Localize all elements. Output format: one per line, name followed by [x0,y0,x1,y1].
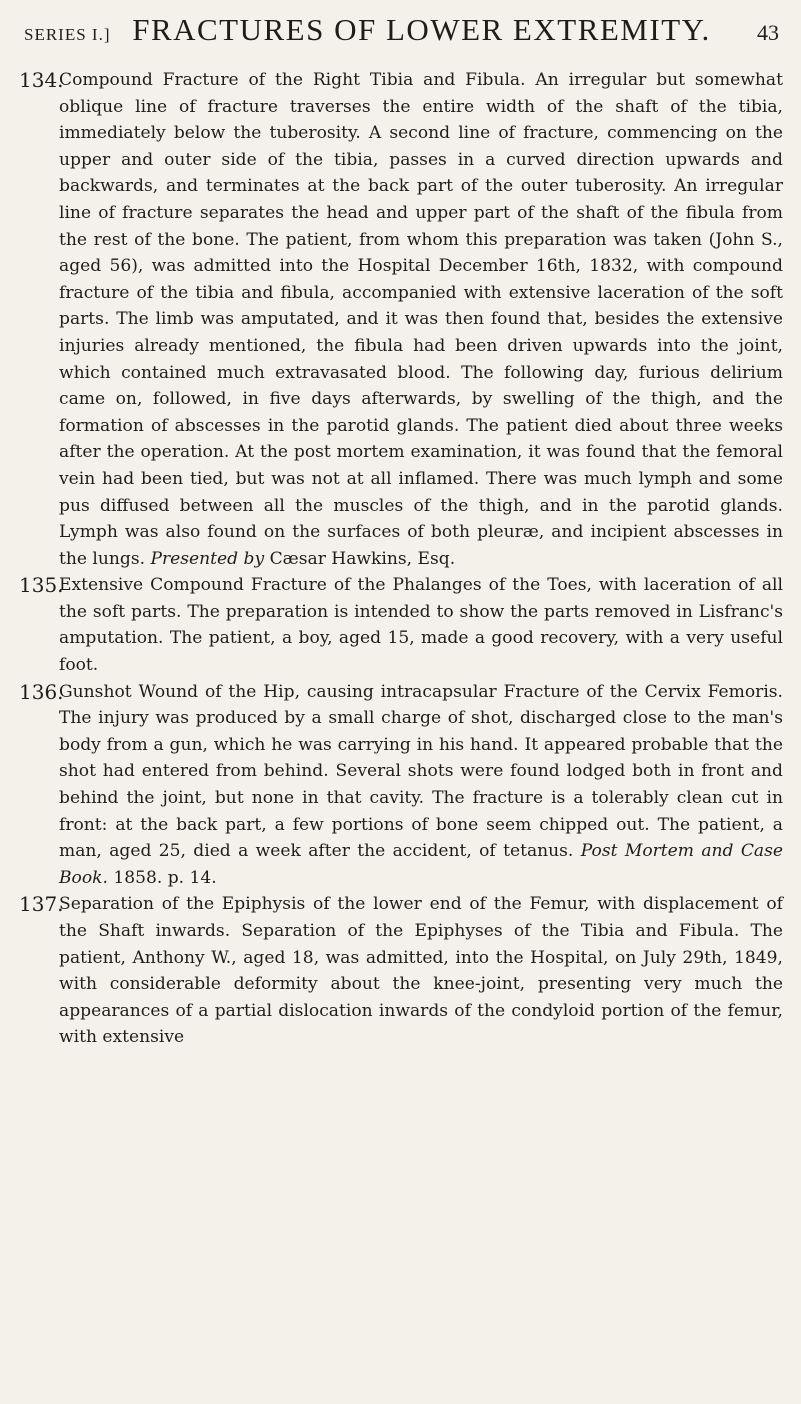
series-label: SERIES I.] [24,25,111,44]
entry-text [59,572,783,678]
entry-body: Extensive Compound Fracture of the Phalanges of the Toes, with laceration of all the soft parts. The preparation is intended to show the parts removed in Lisfranc's amputation. The patient, a boy, aged 15, made a good recovery, with a very useful foot. [59,575,783,676]
catalogue-entry-136 [19,679,783,892]
catalogue-entry-134 [19,67,783,572]
entry-body: Compound Fracture of the Right Tibia and Fibula. An irregular but somewhat oblique line of fracture traverses the entire width of the shaft of the tibia, immediately below the tuberosity. A second line of fracture, commencing on the upper and outer side of the tibia, passes in a curved direction upwards and backwards, and terminates at the back part of the outer tuberosity. An irregular line of fracture separates the head and upper part of the shaft of the fibula from the rest of the bone. The patient, from whom this preparation was taken (John S., aged 56), was admitted into the Hospital December 16th, 1832, with compound fracture of the tibia and fibula, accompanied with extensive laceration of the soft parts. The limb was amputated, and it was then found that, besides the extensive injuries already mentioned, the fibula had been driven upwards into the joint, which contained much extravasated blood. The following day, furious delirium came on, followed, in five days afterwards, by swelling of the thigh, and the formation of abscesses in the parotid glands. The patient died about three weeks after the operation. At the post mortem examination, it was found that the femoral vein had been tied, but was not at all inflamed. There was much lymph and some pus diffused between all the muscles of the thigh, and in the parotid glands. Lymph was also found on the surfaces of both pleuræ, and incipient abscesses in the lungs. [59,70,783,569]
entry-italic-source: Post Mortem and Case Book. [59,841,783,888]
running-title: FRACTURES OF LOWER EXTREMITY. [132,12,711,47]
running-header [24,12,779,62]
entry-text [59,67,783,572]
entry-italic: Presented by [150,548,265,569]
catalogue-entry-137 [19,891,783,1051]
catalogue-entries [19,67,783,1051]
page-number: 43 [757,20,779,45]
entry-text [59,679,783,892]
entry-body: Gunshot Wound of the Hip, causing intracapsular Fracture of the Cervix Femoris. The injury was produced by a small charge of shot, discharged close to the man's body from a gun, which he was carrying in his hand. It appeared probable that the shot had entered from behind. Several shots were found lodged both in front and behind the joint, but none in that cavity. The fracture is a tolerably clean cut in front: at the back part, a few portions of bone seem chipped out. The patient, a man, aged 25, died a week after the accident, of tetanus. [59,681,783,862]
entry-number: 134. [19,68,64,92]
entry-text [59,891,783,1051]
entry-body: Separation of the Epiphysis of the lower end of the Femur, with displacement of the Shaft inwards. Separation of the Epiphyses of the Tibia and Fibula. The patient, Anthony W., aged 18, was admitted, into the Hospital, on July 29th, 1849, with considerable deformity about the knee-joint, presenting very much the appearances of a partial dislocation inwards of the condyloid portion of the femur, with extensive [59,894,783,1048]
catalogue-entry-135 [19,572,783,678]
entry-donor: Cæsar Hawkins, Esq. [269,548,456,569]
entry-reference: 1858. p. 14. [113,867,217,888]
entry-number: 136. [19,679,64,704]
entry-number: 137. [19,892,64,917]
entry-number: 135. [19,573,64,598]
